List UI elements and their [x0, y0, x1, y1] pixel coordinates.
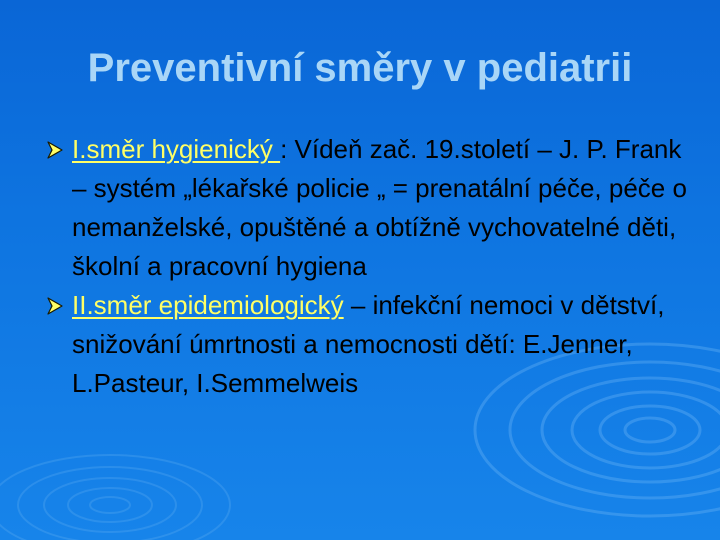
arrowhead-bullet-icon	[46, 141, 64, 159]
bullet-heading: I.směr hygienický	[72, 134, 281, 164]
arrowhead-bullet-icon	[46, 297, 64, 315]
bullet-item	[46, 286, 696, 403]
bullet-item	[46, 130, 696, 286]
bullet-list	[46, 130, 696, 403]
slide-title: Preventivní směry v pediatrii	[87, 46, 633, 90]
bullet-text: – infekční nemoci v dětství, snižování úmrtnosti a nemocnosti dětí: E.Jenner, L.Pasteur, I.Semmelweis	[72, 290, 665, 398]
bullet-text: : Vídeň zač. 19.století – J. P. Frank – systém „lékařské policie „ = prenatální péče, péče o nemanželské, opuštěné a obtížně vychovatelné děti, školní a pracovní hygiena	[72, 134, 687, 281]
bullet-heading: II.směr epidemiologický	[72, 290, 344, 320]
